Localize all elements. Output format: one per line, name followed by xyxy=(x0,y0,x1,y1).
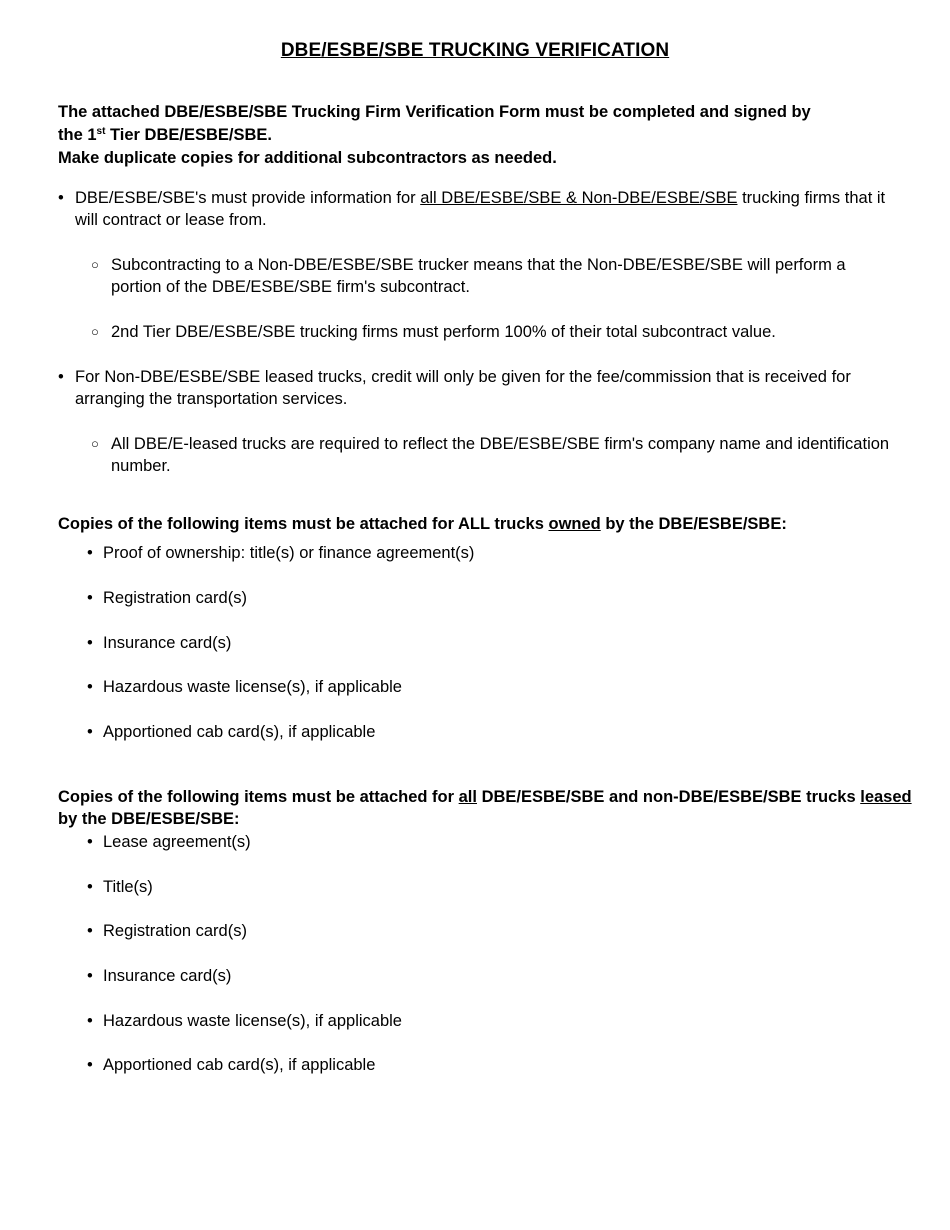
leased-list-item xyxy=(87,1010,402,1032)
owned-list-item-text: Apportioned cab card(s), if applicable xyxy=(103,723,376,741)
intro-line-1: The attached DBE/ESBE/SBE Trucking Firm Verification Form must be completed and signed by xyxy=(58,103,811,121)
leased-heading-mid: DBE/ESBE/SBE and non-DBE/ESBE/SBE trucks xyxy=(476,788,861,806)
sub-bullet-second-tier xyxy=(91,321,891,343)
owned-list-item xyxy=(87,632,231,654)
owned-heading-pre: Copies of the following items must be attached for ALL trucks xyxy=(58,515,549,533)
leased-heading-pre: Copies of the following items must be attached for xyxy=(58,788,459,806)
bullet-icon: • xyxy=(87,1012,93,1030)
sub-bullet-leased-trucks xyxy=(91,433,891,477)
intro-line-2-pre: the 1 xyxy=(58,126,97,144)
bullet-icon: • xyxy=(87,678,93,696)
leased-heading-underlined-all: all xyxy=(458,788,477,806)
owned-list-item-text: Registration card(s) xyxy=(103,589,247,607)
leased-list-item-text: Registration card(s) xyxy=(103,922,247,940)
bullet-icon: • xyxy=(87,634,93,652)
leased-heading-post: by the DBE/ESBE/SBE: xyxy=(58,810,240,828)
owned-list-item xyxy=(87,721,375,743)
owned-heading xyxy=(58,513,918,535)
leased-list-item-text: Hazardous waste license(s), if applicable xyxy=(103,1012,402,1030)
leased-list-item-text: Title(s) xyxy=(103,878,153,896)
intro-line-2-post: Tier DBE/ESBE/SBE. xyxy=(105,126,273,144)
leased-list-item-text: Insurance card(s) xyxy=(103,967,232,985)
bullet-provide-post: trucking firms that it will contract or lease from. xyxy=(75,189,886,229)
bullet-icon: • xyxy=(58,368,64,386)
owned-list-item-text: Proof of ownership: title(s) or finance agreement(s) xyxy=(103,544,475,562)
circle-bullet-icon: ○ xyxy=(91,324,99,339)
owned-heading-underlined: owned xyxy=(548,515,601,533)
owned-list-item-text: Insurance card(s) xyxy=(103,634,232,652)
circle-bullet-icon: ○ xyxy=(91,436,99,451)
intro-superscript: st xyxy=(96,126,106,137)
sub-bullet-subcontracting-text: Subcontracting to a Non-DBE/ESBE/SBE trucker means that the Non-DBE/ESBE/SBE will perform a portion of the DBE/ESBE/SBE firm's subcontract. xyxy=(111,256,846,296)
sub-bullet-subcontracting xyxy=(91,254,891,298)
intro-line-3: Make duplicate copies for additional subcontractors as needed. xyxy=(58,149,557,167)
bullet-provide-underlined: all DBE/ESBE/SBE & Non-DBE/ESBE/SBE xyxy=(420,189,738,207)
intro-line-2 xyxy=(58,124,918,147)
intro-block xyxy=(58,101,918,170)
bullet-provide-pre: DBE/ESBE/SBE's must provide information for xyxy=(75,189,421,207)
sub-bullet-leased-trucks-text: All DBE/E-leased trucks are required to reflect the DBE/ESBE/SBE firm's company name and identification number. xyxy=(111,435,890,475)
owned-list-item xyxy=(87,542,474,564)
bullet-leased-credit xyxy=(58,366,908,410)
bullet-icon: • xyxy=(87,833,93,851)
bullet-icon: • xyxy=(87,878,93,896)
bullet-leased-credit-text: For Non-DBE/ESBE/SBE leased trucks, credit will only be given for the fee/commission that is received for arranging the transportation services. xyxy=(75,368,851,408)
owned-list-item-text: Hazardous waste license(s), if applicable xyxy=(103,678,402,696)
leased-list-item xyxy=(87,965,231,987)
leased-list-item xyxy=(87,876,153,898)
bullet-icon: • xyxy=(87,922,93,940)
owned-list-item xyxy=(87,676,402,698)
leased-list-item-text: Lease agreement(s) xyxy=(103,833,251,851)
leased-list-item xyxy=(87,920,247,942)
leased-heading xyxy=(58,786,918,830)
bullet-icon: • xyxy=(87,544,93,562)
leased-list-item-text: Apportioned cab card(s), if applicable xyxy=(103,1056,376,1074)
leased-list-item xyxy=(87,831,251,853)
page-title: DBE/ESBE/SBE TRUCKING VERIFICATION xyxy=(280,40,670,61)
leased-heading-underlined-leased: leased xyxy=(860,788,912,806)
leased-list-item xyxy=(87,1054,375,1076)
circle-bullet-icon: ○ xyxy=(91,257,99,272)
bullet-icon: • xyxy=(87,589,93,607)
bullet-icon: • xyxy=(87,723,93,741)
bullet-provide-information xyxy=(58,187,908,231)
owned-list-item xyxy=(87,587,247,609)
owned-heading-post: by the DBE/ESBE/SBE: xyxy=(600,515,787,533)
bullet-icon: • xyxy=(87,1056,93,1074)
sub-bullet-second-tier-text: 2nd Tier DBE/ESBE/SBE trucking firms must perform 100% of their total subcontract value. xyxy=(111,323,776,341)
bullet-icon: • xyxy=(58,189,64,207)
bullet-icon: • xyxy=(87,967,93,985)
